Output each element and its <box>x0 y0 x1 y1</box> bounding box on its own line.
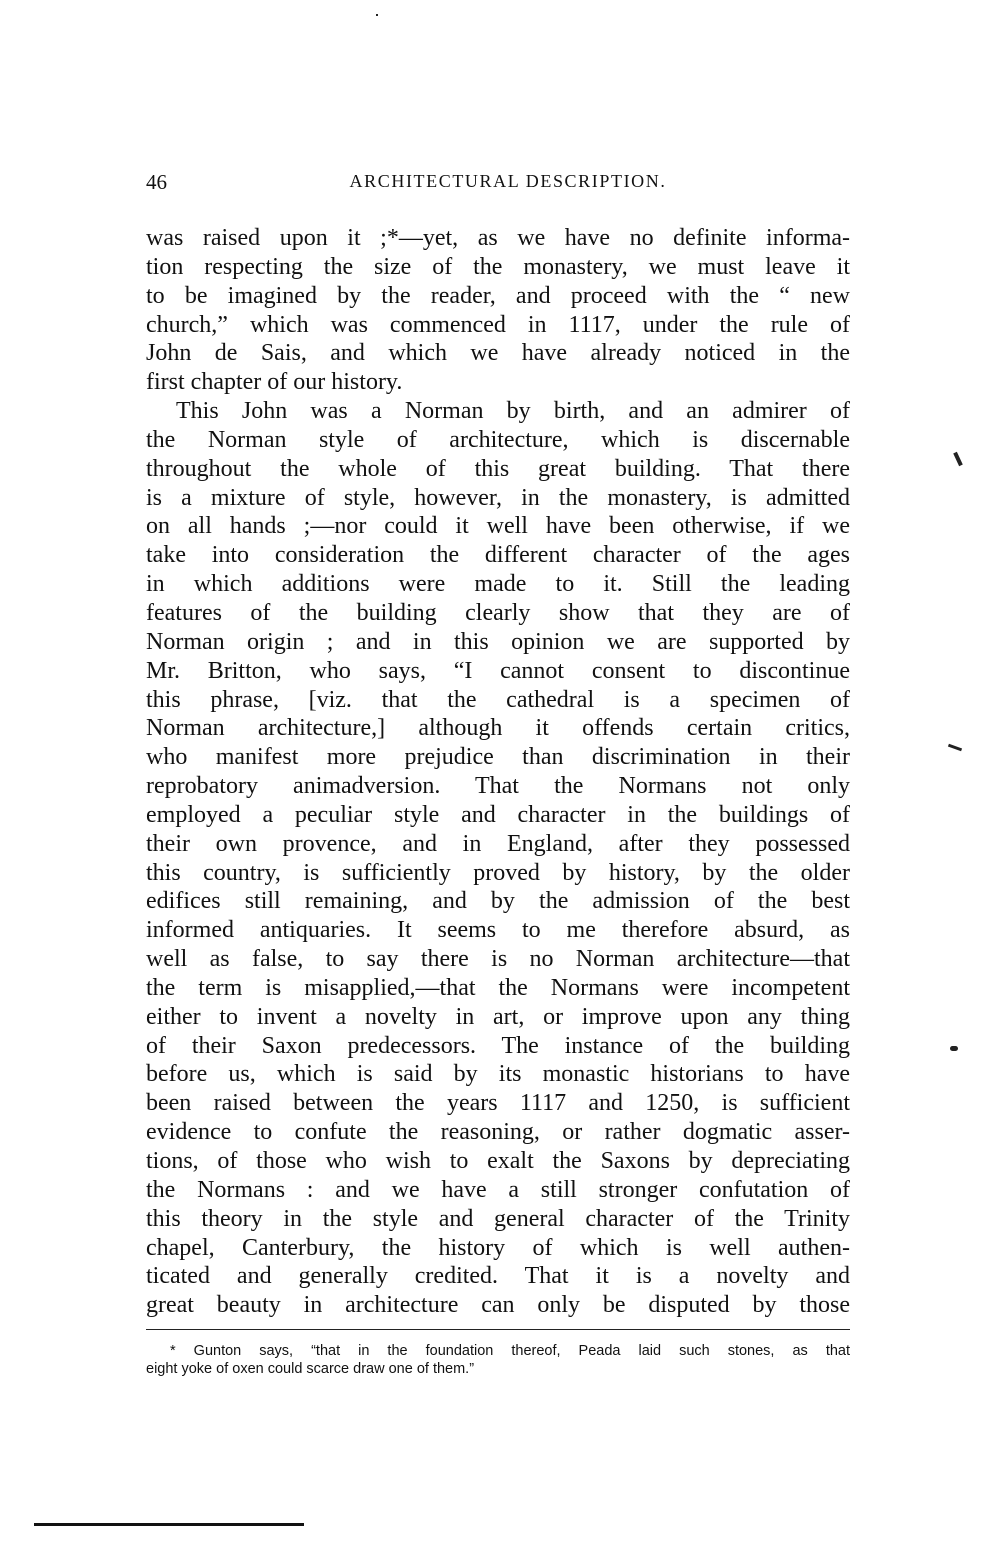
body-line: first chapter of our history. <box>146 369 403 396</box>
body-line: employed a peculiar style and character in the buildings of <box>146 801 850 828</box>
footnote <box>146 1342 850 1378</box>
body-line: of their Saxon predecessors. The instance of the building <box>146 1032 850 1059</box>
body-line: was raised upon it ;*—yet, as we have no definite informa- <box>146 225 850 251</box>
body-line: on all hands ;—nor could it well have been otherwise, if we <box>146 513 850 540</box>
body-line: in which additions were made to it. Still the leading <box>146 571 850 598</box>
footnote-line: eight yoke of oxen could scarce draw one of them.” <box>146 1361 475 1377</box>
body-line: This John was a Norman by birth, and an admirer of <box>176 398 850 425</box>
body-line: this theory in the style and general character of the Trinity <box>146 1205 850 1232</box>
body-line: throughout the whole of this great building. That there <box>146 455 850 482</box>
footnote-divider <box>146 1329 850 1330</box>
scan-speck <box>948 744 962 752</box>
body-text <box>146 224 850 1320</box>
body-line: the Normans : and we have a still stronger confutation of <box>146 1176 850 1203</box>
body-line: reprobatory animadversion. That the Normans not only <box>146 773 850 800</box>
body-line: Mr. Britton, who says, “I cannot consent to discontinue <box>146 657 850 684</box>
footnote-line: * Gunton says, “that in the foundation thereof, Peada laid such stones, as that <box>170 1343 850 1359</box>
scan-edge-mark <box>34 1523 304 1526</box>
body-line: edifices still remaining, and by the admission of the best <box>146 888 850 915</box>
page-number: 46 <box>146 170 167 194</box>
body-line: either to invent a novelty in art, or improve upon any thing <box>146 1003 850 1030</box>
body-line: who manifest more prejudice than discrimination in their <box>146 744 850 771</box>
running-head <box>146 170 850 198</box>
body-line: features of the building clearly show that they are of <box>146 599 850 626</box>
body-line: the term is misapplied,—that the Normans were incompetent <box>146 974 850 1001</box>
body-line: been raised between the years 1117 and 1250, is sufficient <box>146 1090 850 1117</box>
body-line: tions, of those who wish to exalt the Saxons by depreciating <box>146 1148 850 1174</box>
body-line: informed antiquaries. It seems to me therefore absurd, as <box>146 917 850 944</box>
body-line: well as false, to say there is no Norman architecture—that <box>146 946 850 973</box>
scan-speck <box>376 14 378 16</box>
body-line: before us, which is said by its monastic historians to have <box>146 1061 850 1088</box>
body-line: to be imagined by the reader, and proceed with the “ new <box>146 282 850 309</box>
body-line: great beauty in architecture can only be disputed by those <box>146 1292 850 1319</box>
running-title: ARCHITECTURAL DESCRIPTION. <box>349 171 667 191</box>
body-line: this phrase, [viz. that the cathedral is a specimen of <box>146 686 850 713</box>
body-line: John de Sais, and which we have already noticed in the <box>146 340 850 367</box>
body-line: tion respecting the size of the monastery, we must leave it <box>146 253 850 280</box>
body-line: Norman architecture,] although it offends certain critics, <box>146 715 850 742</box>
body-line: evidence to confute the reasoning, or rather dogmatic asser- <box>146 1119 850 1146</box>
scan-speck <box>950 1046 958 1051</box>
body-line: ticated and generally credited. That it is a novelty and <box>146 1263 850 1290</box>
body-line: Norman origin ; and in this opinion we are supported by <box>146 628 850 655</box>
body-line: chapel, Canterbury, the history of which is well authen- <box>146 1234 850 1261</box>
body-line: is a mixture of style, however, in the monastery, is admitted <box>146 484 850 511</box>
body-line: the Norman style of architecture, which is discernable <box>146 426 850 453</box>
body-line: this country, is sufficiently proved by history, by the older <box>146 859 850 886</box>
body-line: church,” which was commenced in 1117, under the rule of <box>146 311 850 338</box>
scan-speck <box>953 452 963 466</box>
body-line: their own provence, and in England, after they possessed <box>146 830 850 857</box>
body-line: take into consideration the different character of the ages <box>146 542 850 569</box>
